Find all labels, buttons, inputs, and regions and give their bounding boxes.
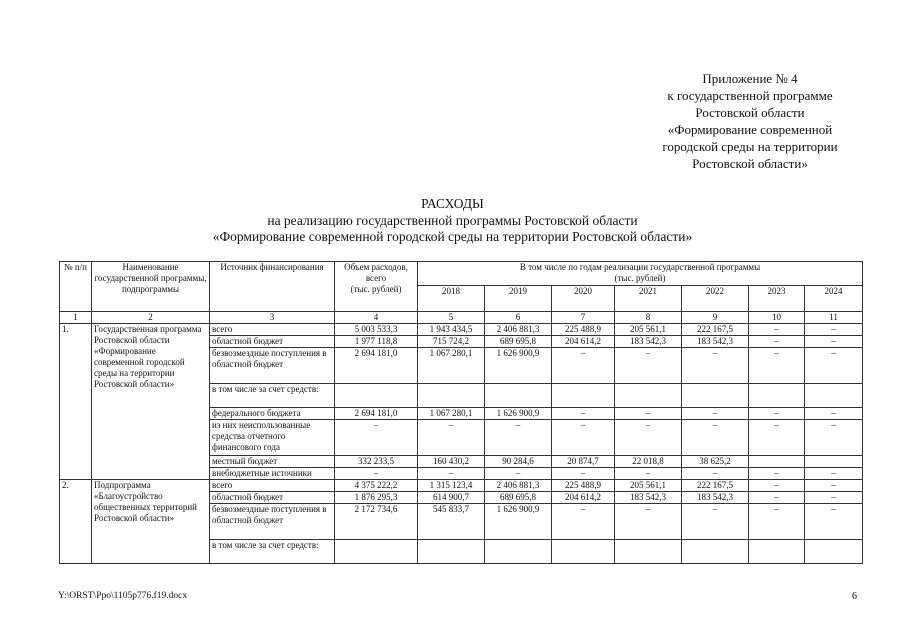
header-year: 2021 <box>615 286 682 312</box>
year-value-cell: 183 542,3 <box>682 336 749 348</box>
total-value-cell: 5 003 533,3 <box>335 324 418 336</box>
footer-file-path: Y:\ORST\Ppo\1105p776.f19.docx <box>58 591 188 601</box>
year-value-cell: – <box>682 468 749 480</box>
appendix-line: городской среды на территории <box>662 139 838 154</box>
year-value-cell: 90 284,6 <box>485 456 552 468</box>
year-value-cell <box>552 540 615 564</box>
year-value-cell: 222 167,5 <box>682 480 749 492</box>
year-value-cell: – <box>552 468 615 480</box>
year-value-cell: – <box>749 468 805 480</box>
year-value-cell: – <box>552 420 615 456</box>
year-value-cell: 1 626 900,9 <box>485 504 552 540</box>
program-name-cell: Подпрограмма «Благоустройство общественных территорий Ростовской области» <box>92 480 210 564</box>
appendix-line: Ростовской области» <box>692 156 808 171</box>
year-value-cell: 1 067 280,1 <box>418 408 485 420</box>
total-value-cell: 332 233,5 <box>335 456 418 468</box>
year-value-cell <box>485 384 552 408</box>
year-value-cell: – <box>805 348 863 384</box>
table-row <box>60 324 863 336</box>
year-value-cell <box>749 540 805 564</box>
title-line-2: на реализацию государственной программы Ростовской области <box>267 212 638 228</box>
year-value-cell: – <box>749 348 805 384</box>
year-value-cell: – <box>805 420 863 456</box>
column-number: 11 <box>805 312 863 324</box>
row-number-cell: 1. <box>60 324 92 480</box>
year-value-cell: – <box>749 336 805 348</box>
header-by-years-label: В том числе по годам реализации государственной программы <box>519 262 761 272</box>
year-value-cell: – <box>749 408 805 420</box>
header-num: № п/п <box>60 262 92 312</box>
year-value-cell: – <box>805 504 863 540</box>
year-value-cell: 689 695,8 <box>485 492 552 504</box>
appendix-block <box>600 70 900 172</box>
year-value-cell: – <box>805 468 863 480</box>
year-value-cell: – <box>805 336 863 348</box>
year-value-cell: 183 542,3 <box>682 492 749 504</box>
year-value-cell <box>552 384 615 408</box>
year-value-cell: – <box>805 408 863 420</box>
year-value-cell: – <box>552 408 615 420</box>
funding-source-cell: безвозмездные поступления в областной бюджет <box>210 504 335 540</box>
row-number-cell: 2. <box>60 480 92 564</box>
funding-source-cell: областной бюджет <box>210 492 335 504</box>
year-value-cell: 183 542,3 <box>615 492 682 504</box>
year-value-cell <box>805 540 863 564</box>
year-value-cell: – <box>749 504 805 540</box>
header-by-years-unit: (тыс. рублей) <box>614 273 666 283</box>
year-value-cell: – <box>485 420 552 456</box>
funding-source-cell: областной бюджет <box>210 336 335 348</box>
year-value-cell: – <box>805 480 863 492</box>
year-value-cell <box>615 540 682 564</box>
header-volume-label: Объем расходов, всего <box>344 262 408 283</box>
year-value-cell <box>418 384 485 408</box>
year-value-cell: 1 626 900,9 <box>485 408 552 420</box>
column-number: 10 <box>749 312 805 324</box>
appendix-line: «Формирование современной <box>667 122 833 137</box>
total-value-cell: 2 694 181,0 <box>335 408 418 420</box>
year-value-cell: – <box>615 504 682 540</box>
funding-source-cell: из них неиспользованные средства отчетного финансового года <box>210 420 335 456</box>
year-value-cell: 1 943 434,5 <box>418 324 485 336</box>
column-number: 2 <box>92 312 210 324</box>
year-value-cell <box>682 384 749 408</box>
year-value-cell: 1 067 280,1 <box>418 348 485 384</box>
column-number: 5 <box>418 312 485 324</box>
year-value-cell <box>749 456 805 468</box>
year-value-cell: 715 724,2 <box>418 336 485 348</box>
year-value-cell: 204 614,2 <box>552 336 615 348</box>
year-value-cell: 22 018,8 <box>615 456 682 468</box>
year-value-cell: 160 430,2 <box>418 456 485 468</box>
year-value-cell: – <box>805 324 863 336</box>
header-year: 2024 <box>805 286 863 312</box>
year-value-cell: 614 900,7 <box>418 492 485 504</box>
total-value-cell: 2 694 181,0 <box>335 348 418 384</box>
table-row <box>60 480 863 492</box>
year-value-cell: 204 614,2 <box>552 492 615 504</box>
year-value-cell: 205 561,1 <box>615 480 682 492</box>
year-value-cell: – <box>749 324 805 336</box>
year-value-cell: 545 833,7 <box>418 504 485 540</box>
year-value-cell: – <box>615 408 682 420</box>
year-value-cell: – <box>749 420 805 456</box>
column-number-row <box>60 312 863 324</box>
total-value-cell <box>335 384 418 408</box>
year-value-cell: – <box>749 480 805 492</box>
year-value-cell: – <box>682 504 749 540</box>
year-value-cell <box>805 384 863 408</box>
column-number: 3 <box>210 312 335 324</box>
year-value-cell: – <box>682 420 749 456</box>
year-value-cell: – <box>682 348 749 384</box>
funding-source-cell: местный бюджет <box>210 456 335 468</box>
total-value-cell: 1 876 295,3 <box>335 492 418 504</box>
header-volume-unit: (тыс. рублей) <box>350 284 402 294</box>
year-value-cell: 20 874,7 <box>552 456 615 468</box>
funding-source-cell: всего <box>210 480 335 492</box>
total-value-cell: 4 375 222,2 <box>335 480 418 492</box>
expenses-table <box>59 261 863 564</box>
year-value-cell: 225 488,9 <box>552 480 615 492</box>
header-source: Источник финансирования <box>210 262 335 312</box>
year-value-cell <box>749 384 805 408</box>
total-value-cell: – <box>335 468 418 480</box>
header-volume <box>335 262 418 312</box>
title-line-3: «Формирование современной городской среды на территории Ростовской области» <box>212 229 693 244</box>
year-value-cell: – <box>485 468 552 480</box>
header-year: 2019 <box>485 286 552 312</box>
year-value-cell <box>485 540 552 564</box>
year-value-cell: – <box>749 492 805 504</box>
table-body <box>60 324 863 564</box>
header-year: 2020 <box>552 286 615 312</box>
header-name: Наименование государственной программы, подпрограммы <box>92 262 210 312</box>
funding-source-cell: в том числе за счет средств: <box>210 540 335 564</box>
header-year: 2018 <box>418 286 485 312</box>
year-value-cell <box>418 540 485 564</box>
year-value-cell: 2 406 881,3 <box>485 324 552 336</box>
year-value-cell: 38 625,2 <box>682 456 749 468</box>
funding-source-cell: в том числе за счет средств: <box>210 384 335 408</box>
column-number: 1 <box>60 312 92 324</box>
year-value-cell <box>805 456 863 468</box>
year-value-cell: – <box>418 468 485 480</box>
year-value-cell: – <box>552 504 615 540</box>
total-value-cell: 1 977 118,8 <box>335 336 418 348</box>
column-number: 9 <box>682 312 749 324</box>
year-value-cell: – <box>615 348 682 384</box>
document-title <box>0 196 905 246</box>
year-value-cell: – <box>615 420 682 456</box>
header-by-years <box>418 262 863 286</box>
funding-source-cell: внебюджетные источники <box>210 468 335 480</box>
year-value-cell: 2 406 881,3 <box>485 480 552 492</box>
appendix-line: Ростовской области <box>695 105 805 120</box>
year-value-cell <box>682 540 749 564</box>
header-year: 2022 <box>682 286 749 312</box>
appendix-line: Приложение № 4 <box>702 71 798 86</box>
year-value-cell: – <box>418 420 485 456</box>
column-number: 4 <box>335 312 418 324</box>
title-main: РАСХОДЫ <box>421 196 484 211</box>
header-year: 2023 <box>749 286 805 312</box>
year-value-cell: – <box>552 348 615 384</box>
year-value-cell: 183 542,3 <box>615 336 682 348</box>
total-value-cell: 2 172 734,6 <box>335 504 418 540</box>
year-value-cell: 689 695,8 <box>485 336 552 348</box>
year-value-cell: 205 561,1 <box>615 324 682 336</box>
year-value-cell: 1 626 900,9 <box>485 348 552 384</box>
footer-page-number: 6 <box>852 591 857 602</box>
year-value-cell: 222 167,5 <box>682 324 749 336</box>
funding-source-cell: федерального бюджета <box>210 408 335 420</box>
program-name-cell: Государственная программа Ростовской области «Формирование современной городской среды на территории Ростовской области» <box>92 324 210 480</box>
total-value-cell: – <box>335 420 418 456</box>
year-value-cell: – <box>805 492 863 504</box>
funding-source-cell: всего <box>210 324 335 336</box>
year-value-cell: 1 315 123,4 <box>418 480 485 492</box>
funding-source-cell: безвозмездные поступления в областной бюджет <box>210 348 335 384</box>
year-value-cell <box>615 384 682 408</box>
year-value-cell: – <box>615 468 682 480</box>
column-number: 6 <box>485 312 552 324</box>
year-value-cell: 225 488,9 <box>552 324 615 336</box>
appendix-line: к государственной программе <box>667 88 833 103</box>
column-number: 8 <box>615 312 682 324</box>
total-value-cell <box>335 540 418 564</box>
year-value-cell: – <box>682 408 749 420</box>
column-number: 7 <box>552 312 615 324</box>
